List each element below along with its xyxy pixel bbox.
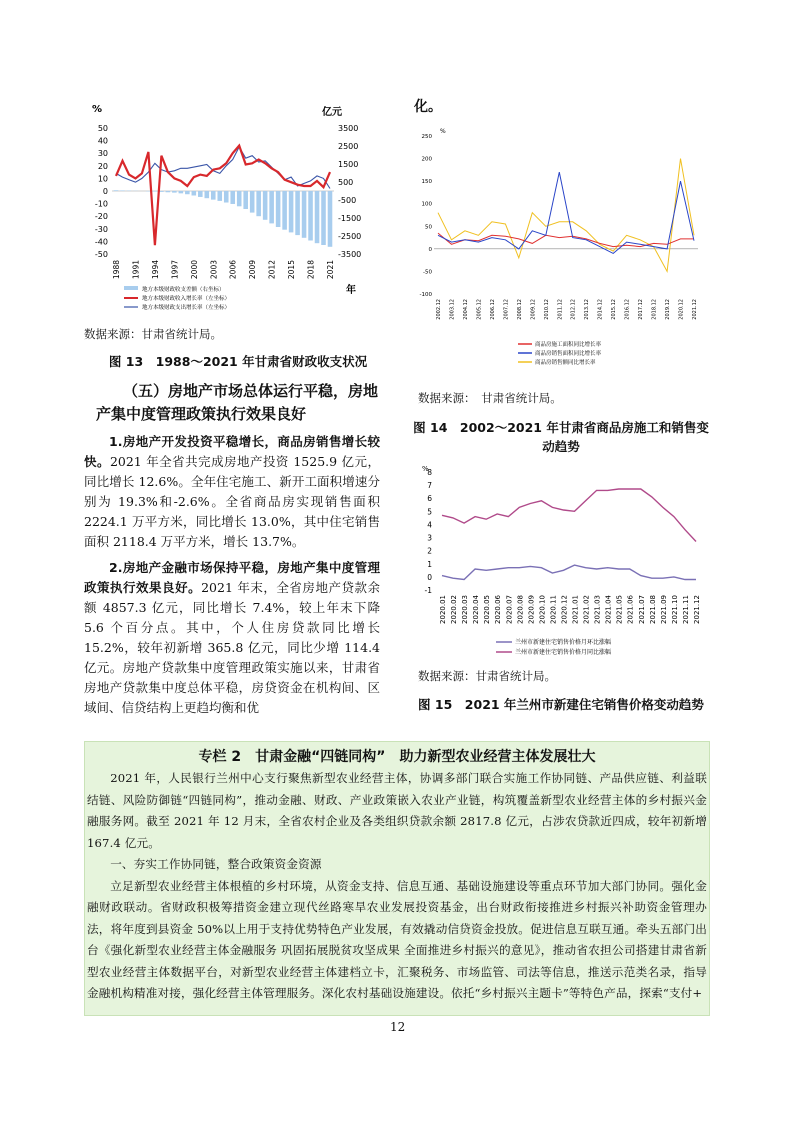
fig14-unit: % xyxy=(440,128,446,135)
box-title: 专栏 2 甘肃金融“四链同构” 助力新型农业经营主体发展壮大 xyxy=(198,749,596,765)
fig15-x-tick: 2021.07 xyxy=(637,595,646,624)
fig15-x-tick: 2020.11 xyxy=(549,595,558,624)
fig13-balance-bar xyxy=(289,191,294,232)
fig13-x-tick: 1994 xyxy=(150,260,160,280)
fig13-balance-bar xyxy=(250,191,255,213)
box-paragraph-1: 2021 年，人民银行兰州中心支行聚焦新型农业经营主体，协调多部门联合实施工作协同链、产品供应链、利益联结链、风险防御链“四链同构”，推动金融、财政、产业政策嵌入农业产业链，构筑覆盖新型农业经营主体的乡村振兴金融服务网。截至 2021 年 12 月末，全省农村企业及各类组织贷款余额 2817.8 亿元，占涉农贷款近四成，较年初新增 167.4 亿元。 xyxy=(87,771,707,850)
page-number: 12 xyxy=(390,1020,406,1034)
fig13-right-tick: -3500 xyxy=(338,250,362,259)
fig13-left-tick: 40 xyxy=(97,136,108,146)
fig13-balance-bar xyxy=(295,191,300,235)
fig13-left-tick: -50 xyxy=(94,250,108,259)
fig13-right-tick: 1500 xyxy=(338,160,359,169)
fig13-left-tick: -40 xyxy=(94,237,108,247)
fig15-x-tick: 2020.01 xyxy=(439,595,447,624)
fig14-x-ticks xyxy=(436,299,698,320)
fig14-y-tick: 100 xyxy=(421,201,432,208)
fig15-legend xyxy=(496,638,611,656)
fig13-balance-bar xyxy=(166,191,171,192)
fig15-x-ticks xyxy=(439,594,701,623)
fig14-x-tick: 2002.12 xyxy=(436,299,442,320)
fig13-balance-bar xyxy=(256,191,261,216)
fig14-y-ticks xyxy=(420,134,433,298)
fig13-x-tick: 2006 xyxy=(228,260,238,280)
paragraph-1 xyxy=(84,432,380,552)
fig13-legend-label-3: 地方本级财政支出增长率（左坐标） xyxy=(142,305,231,311)
fig15-x-tick: 2020.12 xyxy=(560,595,569,624)
fig13-right-axis-ticks xyxy=(338,124,361,259)
fig13-balance-bar xyxy=(315,191,320,243)
fig14-x-tick: 2021.12 xyxy=(692,299,698,320)
fig15-x-tick: 2020.03 xyxy=(461,595,470,624)
paragraph-2 xyxy=(84,558,380,718)
fig13-balance-bar xyxy=(192,191,197,196)
fig13-x-tick: 2018 xyxy=(306,260,316,280)
fig15-x-tick: 2020.05 xyxy=(483,595,492,624)
fig14-chart xyxy=(418,124,708,374)
fig13-balance-bar xyxy=(321,191,326,245)
fig15-caption: 图 15 2021 年兰州市新建住宅销售价格变动趋势 xyxy=(418,697,704,712)
fig14-x-tick: 2015.12 xyxy=(611,299,618,320)
paragraph-2-heading: 2.房地产金融市场保持平稳，房地产集中度管理政策执行效果良好。 xyxy=(84,560,380,595)
fig13-x-ticks xyxy=(112,260,335,279)
fig15-y-tick: 5 xyxy=(427,507,432,517)
fig13-x-tick: 2003 xyxy=(209,260,219,280)
fig13-right-tick: 2500 xyxy=(338,142,359,151)
fig13-balance-bar xyxy=(243,191,248,209)
fig15-x-tick: 2021.05 xyxy=(615,595,624,624)
fig14-x-tick: 2010.12 xyxy=(543,299,550,320)
fig15-mom-line xyxy=(442,565,696,579)
fig14-x-tick: 2013.12 xyxy=(584,299,591,320)
fig13-balance-bar xyxy=(230,191,235,204)
box-paragraph-3: 立足新型农业经营主体根植的乡村环境，从资金支持、信息互通、基础设施建设等重点环节加大部门协同。强化金融财政联动。省财政积极筹措资金建立现代丝路寒旱农业发展投资基金，出台财政衔接推进乡村振兴补助资金管理办法，将年度到县资金 50%以上用于支持优势特色产业发展，有效撬动信贷资金投放。促进信息互联互通。牵头五部门出台《强化新型农业经营主体金融服务 巩固拓展脱贫攻坚成果 全面推进乡村振兴的意见》，推动省农担公司搭建甘肃省新型农业经营主体数据平台，对新型农业经营主体建档立卡，汇聚税务、市场监管、司法等信息，推送示范类名录，指导金融机构精准对接，强化经营主体管理服务。深化农村基础设施建设。依托“乡村振兴主题卡”等特色产品，探索“支付+ xyxy=(87,878,707,1000)
fig13-left-tick: 50 xyxy=(97,124,108,133)
fig15-legend-label-1: 兰州市新建住宅销售价格月环比涨幅 xyxy=(515,639,612,646)
fig15-x-tick: 2020.04 xyxy=(472,595,481,624)
fig15-y-tick: 4 xyxy=(427,520,432,530)
fig15-y-tick: 0 xyxy=(427,572,432,582)
fig15-x-tick: 2021.09 xyxy=(659,595,668,624)
fig14-y-tick: 150 xyxy=(421,179,432,186)
fig13-balance-bar xyxy=(205,191,210,198)
fig14-x-tick: 2009.12 xyxy=(530,299,537,320)
fig15-x-tick: 2021.04 xyxy=(604,595,613,624)
fig13-right-tick: 500 xyxy=(338,178,354,187)
fig13-balance-bar xyxy=(179,191,184,193)
fig14-x-tick: 2018.12 xyxy=(651,299,658,320)
fig15-y-tick: 2 xyxy=(427,546,432,556)
fig14-legend-label-1: 商品房施工面积同比增长率 xyxy=(535,342,602,348)
fig13-x-unit: 年 xyxy=(346,285,356,296)
fig13-right-tick: -2500 xyxy=(338,232,362,241)
fig15-x-tick: 2021.03 xyxy=(593,595,602,624)
fig14-source: 数据来源： 甘肃省统计局。 xyxy=(418,391,562,405)
fig13-balance-bar xyxy=(198,191,203,197)
fig15-chart xyxy=(418,462,708,662)
fig15-y-tick: 3 xyxy=(427,533,432,543)
fig14-x-tick: 2007.12 xyxy=(503,299,510,320)
fig13-right-tick: -500 xyxy=(338,196,357,205)
fig13-balance-bars xyxy=(114,190,333,247)
fig13-x-tick: 2015 xyxy=(287,260,297,280)
fig14-y-tick: 0 xyxy=(428,246,432,253)
fig13-left-tick: -30 xyxy=(94,224,108,234)
fig15-series-lines xyxy=(442,489,696,580)
fig15-x-tick: 2021.10 xyxy=(670,595,679,624)
fig13-balance-bar xyxy=(269,191,274,223)
fig13-legend-label-1: 地方本级财政收支差额（右坐标） xyxy=(142,287,225,293)
fig13-source: 数据来源：甘肃省统计局。 xyxy=(84,327,222,341)
fig15-x-tick: 2020.08 xyxy=(516,595,525,624)
fig13-balance-bar xyxy=(211,191,216,200)
fig14-x-tick: 2020.12 xyxy=(678,299,685,320)
fig14-y-tick: -100 xyxy=(419,292,432,298)
fig13-caption: 图 13 1988～2021 年甘肃省财政收支状况 xyxy=(108,354,368,369)
fig13-balance-bar xyxy=(217,191,222,201)
fig13-balance-bar xyxy=(114,190,119,191)
fig15-y-tick: 1 xyxy=(427,559,432,569)
fig14-y-tick: -50 xyxy=(423,269,432,276)
fig15-x-tick: 2021.01 xyxy=(571,595,580,624)
fig15-x-tick: 2021.11 xyxy=(681,595,690,624)
fig13-balance-bar xyxy=(153,191,158,192)
fig14-caption: 图 14 2002～2021 年甘肃省商品房施工和销售变动趋势 xyxy=(413,420,709,454)
fig13-chart xyxy=(84,100,362,320)
fig14-x-tick: 2005.12 xyxy=(476,299,483,320)
fig13-left-tick: -20 xyxy=(94,212,108,222)
fig13-legend-label-2: 地方本级财政收入增长率（左坐标） xyxy=(142,296,231,302)
fig15-unit: % xyxy=(422,465,429,473)
fig13-balance-bar xyxy=(308,191,313,241)
fig13-x-tick: 1991 xyxy=(131,260,141,280)
fig14-x-tick: 2012.12 xyxy=(570,299,577,320)
fig15-x-tick: 2020.09 xyxy=(527,595,536,624)
paragraph-1-heading: 1.房地产开发投资平稳增长，商品房销售增长较快。 xyxy=(84,434,380,469)
fig14-legend-label-2: 商品房销售面积同比增长率 xyxy=(535,351,602,357)
fig15-yoy-line xyxy=(442,489,696,542)
fig13-x-tick: 2000 xyxy=(189,260,199,280)
fig14-x-tick: 2004.12 xyxy=(462,299,469,320)
fig13-x-tick: 2009 xyxy=(248,260,258,280)
fig13-x-tick: 1988 xyxy=(112,260,121,280)
fig14-x-tick: 2014.12 xyxy=(597,299,604,320)
box-paragraph-2: 一、夯实工作协同链，整合政策资金资源 xyxy=(110,857,322,871)
section-heading: （五）房地产市场总体运行平稳，房地产集中度管理政策执行效果良好 xyxy=(96,382,379,423)
fig15-source: 数据来源：甘肃省统计局。 xyxy=(418,669,556,683)
fig14-x-tick: 2016.12 xyxy=(624,299,631,320)
fig15-x-tick: 2020.07 xyxy=(505,595,514,624)
fig15-x-tick: 2021.06 xyxy=(626,595,635,624)
fig14-y-tick: 200 xyxy=(421,156,432,163)
fig13-x-tick: 1997 xyxy=(170,260,180,280)
fig14-x-tick: 2006.12 xyxy=(489,299,496,320)
fig15-x-tick: 2020.10 xyxy=(538,595,547,624)
fig13-balance-bar xyxy=(328,191,333,247)
fig13-balance-bar xyxy=(237,191,242,206)
fig14-sales-area-line xyxy=(438,172,694,253)
fig14-legend-label-3: 商品房销售额同比增长率 xyxy=(535,360,596,366)
paragraph-1-body: 2021 年全省共完成房地产投资 1525.9 亿元，同比增长 12.6%。全年住宅施工、新开工面积增速分别为 19.3%和-2.6%。全省商品房实现销售面积 2224.1 万平方米，同比增长 13.0%，其中住宅销售面积 2118.4 万平方米，增长 13.7%。 xyxy=(84,454,380,549)
fig15-x-tick: 2021.12 xyxy=(693,595,701,624)
fig13-balance-bar xyxy=(224,191,229,203)
fig14-x-tick: 2019.12 xyxy=(665,299,672,320)
paragraph-2-body: 2021 年末，全省房地产贷款余额 4857.3 亿元，同比增长 7.4%，较上年末下降 5.6 个百分点。其中，个人住房贷款同比增长 15.2%，较年初新增 365.8 亿元，同比少增 114.4 亿元。房地产贷款集中度管理政策实施以来，甘肃省房地产贷款集中度总体平稳，房贷资金在机构间、区域间、信贷结构上更趋均衡和优 xyxy=(84,580,380,715)
fig14-series-lines xyxy=(438,159,694,272)
fig13-balance-bar xyxy=(120,190,125,191)
fig13-x-tick: 2012 xyxy=(267,260,277,280)
fig15-y-tick: 7 xyxy=(427,481,432,491)
fig14-y-tick: 50 xyxy=(425,224,432,231)
fig14-x-tick: 2017.12 xyxy=(638,299,645,320)
fig13-left-tick: 30 xyxy=(97,149,108,159)
fig13-left-tick: 0 xyxy=(102,187,108,196)
fig15-legend-label-2: 兰州市新建住宅销售价格月同比涨幅 xyxy=(515,649,612,656)
fig14-legend xyxy=(518,340,602,366)
fig15-x-tick: 2020.06 xyxy=(494,595,503,624)
fig15-x-tick: 2021.02 xyxy=(582,595,591,624)
fig15-x-tick: 2020.02 xyxy=(450,595,459,624)
fig13-balance-bar xyxy=(263,191,268,220)
fig13-balance-bar xyxy=(276,191,281,227)
fig13-left-tick: -10 xyxy=(94,199,108,209)
fig13-left-unit: % xyxy=(92,104,103,115)
fig13-legend xyxy=(124,285,230,311)
fig15-y-tick: 8 xyxy=(427,468,432,477)
fig14-y-tick: 250 xyxy=(421,134,432,140)
fig13-x-tick: 2021 xyxy=(326,260,335,280)
fig13-left-tick: 10 xyxy=(97,174,108,184)
fig13-legend-swatch-1 xyxy=(124,286,138,290)
fig13-balance-bar xyxy=(302,191,307,238)
fig14-x-tick: 2011.12 xyxy=(557,299,564,320)
fig13-left-tick: 20 xyxy=(97,161,108,171)
fig13-left-axis-ticks xyxy=(95,124,108,259)
special-column-box xyxy=(84,741,710,1016)
fig14-sales-value-line xyxy=(438,159,694,272)
fig13-balance-bar xyxy=(172,191,177,193)
fig13-right-tick: -1500 xyxy=(338,214,362,223)
fig13-balance-bar xyxy=(185,191,190,194)
fig14-x-tick: 2008.12 xyxy=(516,299,523,320)
fig13-right-tick: 3500 xyxy=(338,124,359,133)
continued-text: 化。 xyxy=(414,99,442,115)
fig14-x-tick: 2003.12 xyxy=(449,299,456,320)
fig13-balance-bar xyxy=(282,191,287,230)
fig13-right-unit: 亿元 xyxy=(322,107,342,118)
fig15-x-tick: 2021.08 xyxy=(648,595,657,624)
fig15-y-ticks xyxy=(425,468,433,595)
fig15-y-tick: 6 xyxy=(427,494,432,504)
fig15-y-tick: -1 xyxy=(424,586,432,595)
